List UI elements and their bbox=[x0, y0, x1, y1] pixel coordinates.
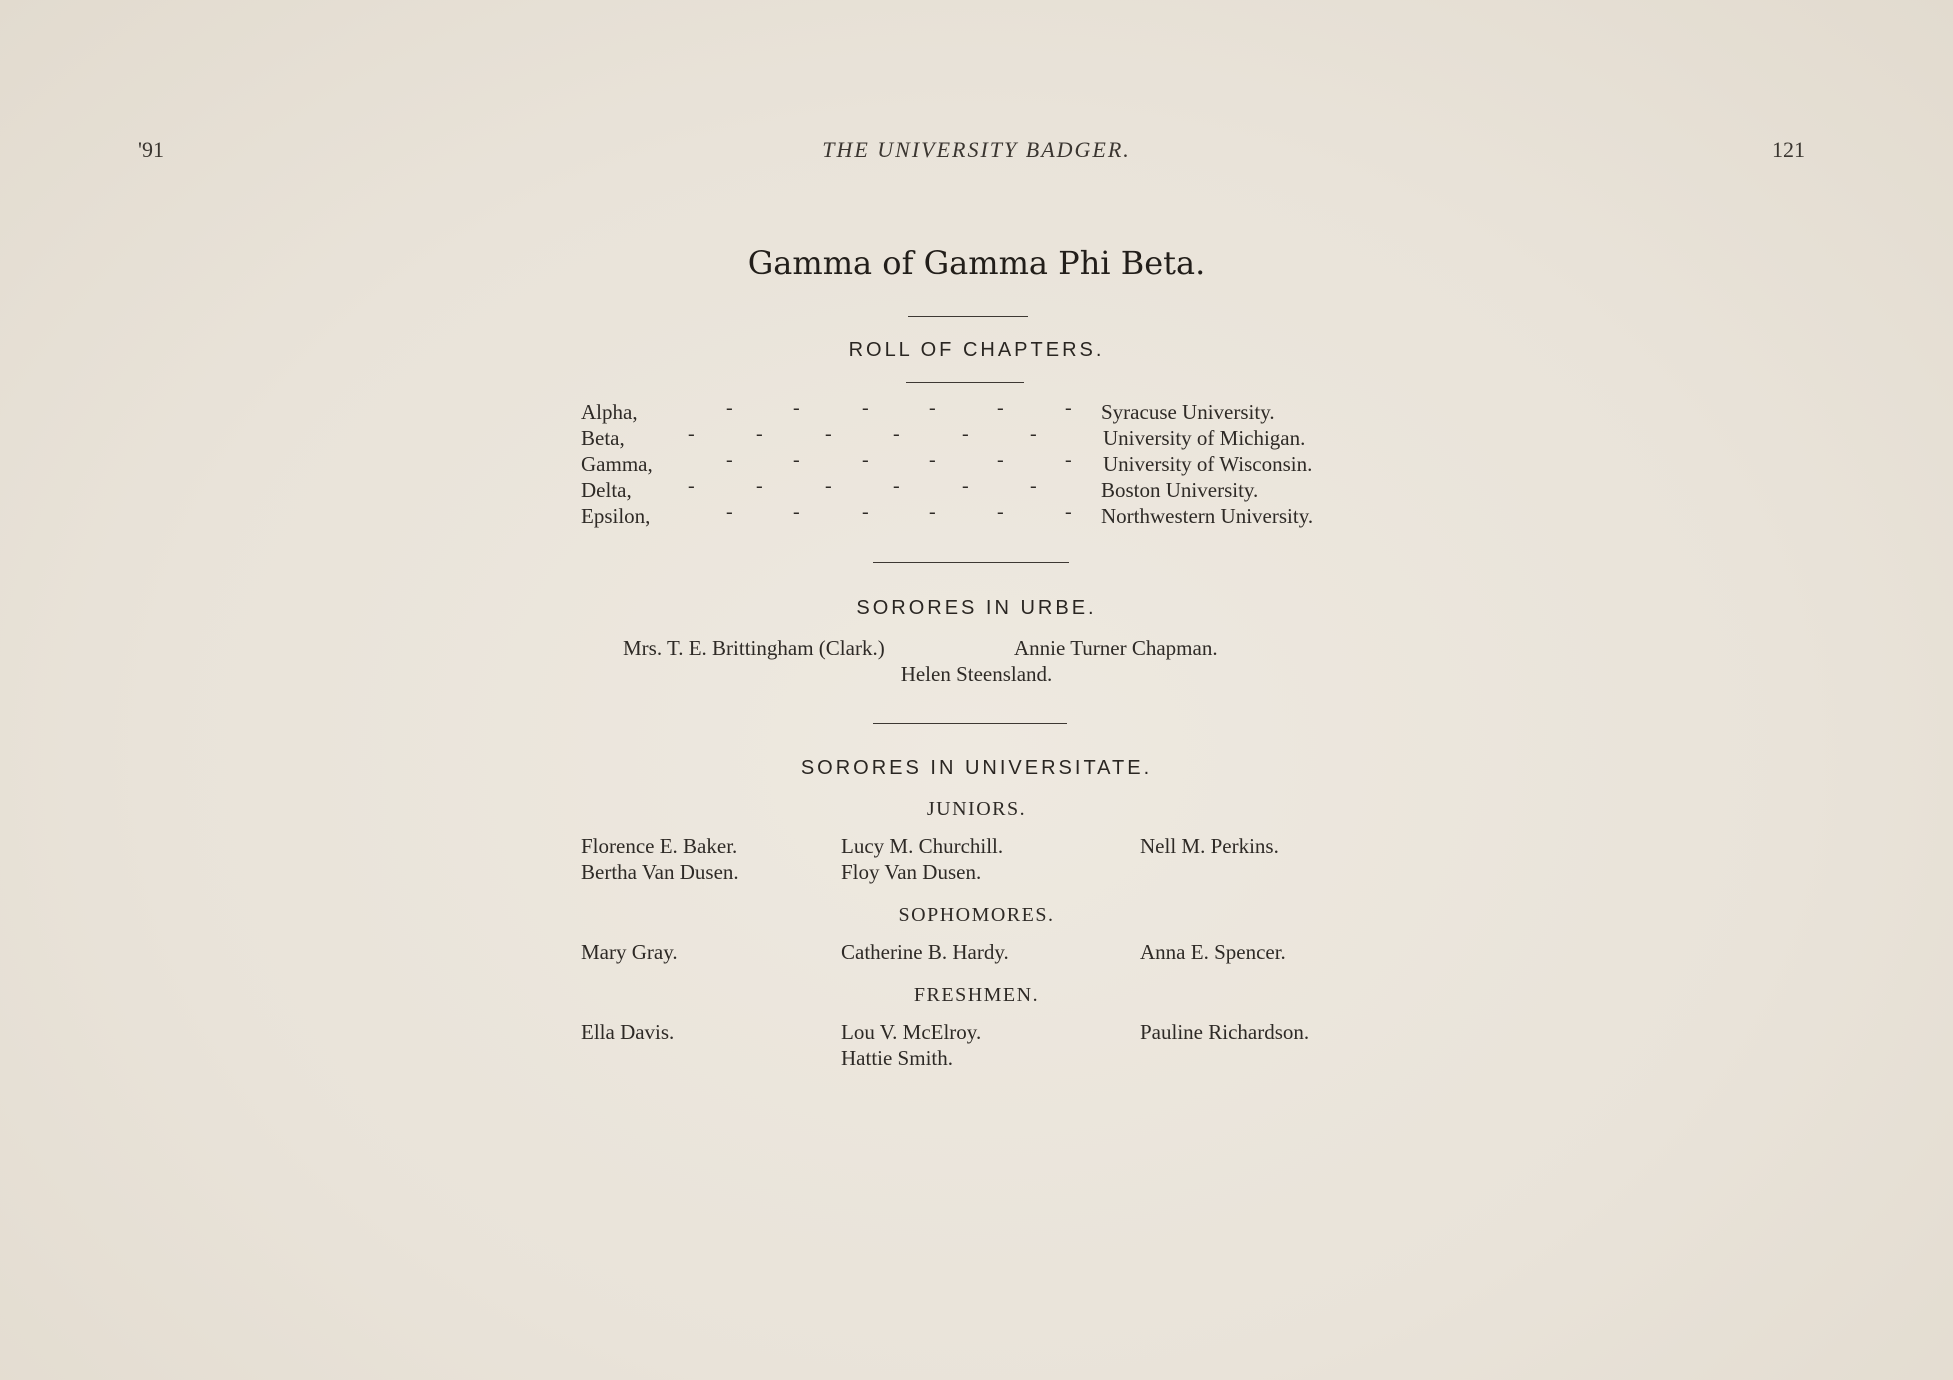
divider bbox=[908, 316, 1028, 317]
chapter-school: Northwestern University. bbox=[1101, 504, 1314, 528]
member-name: Pauline Richardson. bbox=[1140, 1020, 1310, 1044]
member-name: Florence E. Baker. bbox=[581, 834, 738, 858]
divider bbox=[906, 382, 1024, 383]
leader-dash: - bbox=[862, 501, 869, 523]
member-name: Floy Van Dusen. bbox=[841, 860, 982, 884]
urbe-heading: SORORES IN URBE. bbox=[856, 597, 1097, 619]
chapter-school: University of Wisconsin. bbox=[1103, 452, 1313, 476]
header-title: THE UNIVERSITY BADGER. bbox=[822, 137, 1131, 162]
universitate-heading: SORORES IN UNIVERSITATE. bbox=[800, 757, 1153, 779]
leader-dash: - bbox=[962, 423, 969, 445]
page-number: 121 bbox=[1772, 137, 1805, 162]
leader-dash: - bbox=[688, 423, 695, 445]
leader-dash: - bbox=[688, 475, 695, 497]
leader-dash: - bbox=[756, 423, 763, 445]
member-name: Anna E. Spencer. bbox=[1140, 940, 1286, 964]
class-label-sophomores: SOPHOMORES. bbox=[898, 904, 1055, 926]
member-name: Mrs. T. E. Brittingham (Clark.) bbox=[623, 636, 885, 660]
leader-dash: - bbox=[793, 397, 800, 419]
member-name: Lucy M. Churchill. bbox=[841, 834, 1004, 858]
member-name: Annie Turner Chapman. bbox=[1014, 636, 1218, 660]
chapter-school: University of Michigan. bbox=[1103, 426, 1306, 450]
leader-dash: - bbox=[997, 449, 1004, 471]
member-name: Catherine B. Hardy. bbox=[841, 940, 1009, 964]
leader-dash: - bbox=[1065, 397, 1072, 419]
leader-dash: - bbox=[793, 501, 800, 523]
leader-dash: - bbox=[862, 397, 869, 419]
leader-dash: - bbox=[929, 449, 936, 471]
leader-dash: - bbox=[1065, 501, 1072, 523]
leader-dash: - bbox=[726, 449, 733, 471]
chapter-school: Boston University. bbox=[1101, 478, 1259, 502]
leader-dash: - bbox=[726, 501, 733, 523]
chapter-name: Epsilon, bbox=[581, 504, 651, 528]
member-name: Ella Davis. bbox=[581, 1020, 675, 1044]
member-name: Hattie Smith. bbox=[841, 1046, 953, 1070]
divider bbox=[873, 562, 1069, 563]
leader-dash: - bbox=[756, 475, 763, 497]
class-label-juniors: JUNIORS. bbox=[926, 798, 1027, 820]
leader-dash: - bbox=[1030, 423, 1037, 445]
header-year: '91 bbox=[138, 137, 164, 162]
chapter-name: Gamma, bbox=[581, 452, 653, 476]
leader-dash: - bbox=[825, 475, 832, 497]
member-name: Helen Steensland. bbox=[900, 662, 1053, 686]
leader-dash: - bbox=[793, 449, 800, 471]
member-name: Nell M. Perkins. bbox=[1140, 834, 1279, 858]
member-name: Bertha Van Dusen. bbox=[581, 860, 739, 884]
chapter-name: Beta, bbox=[581, 426, 625, 450]
roll-heading: ROLL OF CHAPTERS. bbox=[848, 339, 1105, 361]
leader-dash: - bbox=[962, 475, 969, 497]
leader-dash: - bbox=[1030, 475, 1037, 497]
chapter-school: Syracuse University. bbox=[1101, 400, 1275, 424]
page-title: Gamma of Gamma Phi Beta. bbox=[747, 244, 1206, 282]
leader-dash: - bbox=[929, 501, 936, 523]
leader-dash: - bbox=[825, 423, 832, 445]
leader-dash: - bbox=[893, 475, 900, 497]
chapter-name: Alpha, bbox=[581, 400, 638, 424]
leader-dash: - bbox=[726, 397, 733, 419]
leader-dash: - bbox=[997, 501, 1004, 523]
leader-dash: - bbox=[862, 449, 869, 471]
leader-dash: - bbox=[1065, 449, 1072, 471]
member-name: Mary Gray. bbox=[581, 940, 678, 964]
leader-dash: - bbox=[997, 397, 1004, 419]
class-label-freshmen: FRESHMEN. bbox=[913, 984, 1040, 1006]
leader-dash: - bbox=[929, 397, 936, 419]
member-name: Lou V. McElroy. bbox=[841, 1020, 982, 1044]
chapter-name: Delta, bbox=[581, 478, 632, 502]
leader-dash: - bbox=[893, 423, 900, 445]
divider bbox=[873, 723, 1067, 724]
